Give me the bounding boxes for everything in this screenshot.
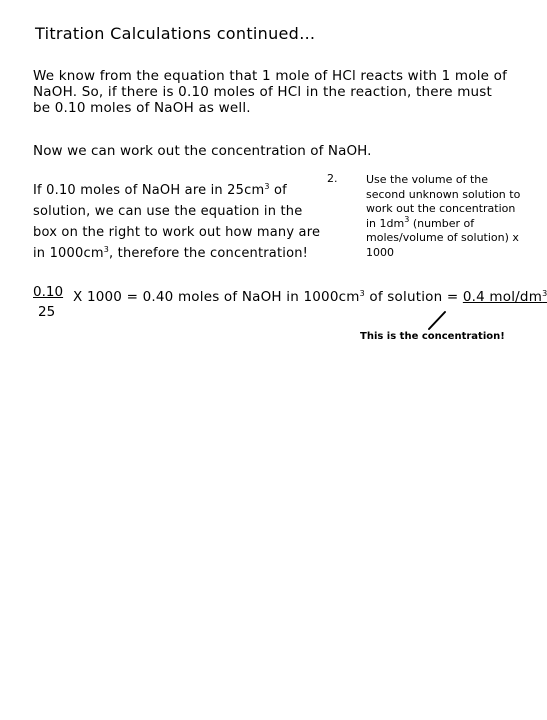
method-text-1: If 0.10 moles of NaOH are in 25cm: [33, 183, 265, 198]
superscript: 3: [542, 289, 547, 298]
fraction-numerator: 0.10: [33, 284, 64, 300]
step-text-2: (number of moles/volume of solution) x 1000: [366, 216, 519, 259]
superscript: 3: [359, 289, 365, 298]
superscript: 3: [103, 245, 109, 254]
superscript: 3: [264, 182, 270, 191]
method-text-2: of solution, we can use the equation in the box on the right to work out how many are in 1000cm: [33, 183, 321, 261]
superscript: 3: [404, 214, 410, 224]
page-title: Titration Calculations continued…: [35, 24, 316, 43]
method-text-3: , therefore the concentration!: [108, 246, 309, 261]
calculation-text-1: X 1000 = 0.40 moles of NaOH in 1000cm: [73, 289, 360, 305]
pointer-arrow-icon: [425, 308, 451, 332]
step-text-1: Use the volume of the second unknown solution to work out the concentration in 1dm: [366, 173, 521, 230]
method-explanation: [33, 180, 323, 264]
concentration-intro: Now we can work out the concentration of NaOH.: [33, 143, 372, 159]
calculation-line: [73, 289, 547, 305]
fraction-denominator: 25: [38, 304, 56, 320]
answer-value: 0.4 mol/dm: [462, 289, 543, 305]
concentration-answer: [463, 289, 547, 305]
concentration-note: This is the concentration!: [360, 331, 505, 342]
step-number: 2.: [327, 172, 338, 185]
step-instruction: [366, 173, 526, 260]
equation-explanation: We know from the equation that 1 mole of HCl reacts with 1 mole of NaOH. So, if there is 0.10 moles of HCl in the reaction, there must be 0.10 moles of NaOH as well.: [33, 68, 508, 116]
calculation-text-2: of solution =: [364, 289, 463, 305]
